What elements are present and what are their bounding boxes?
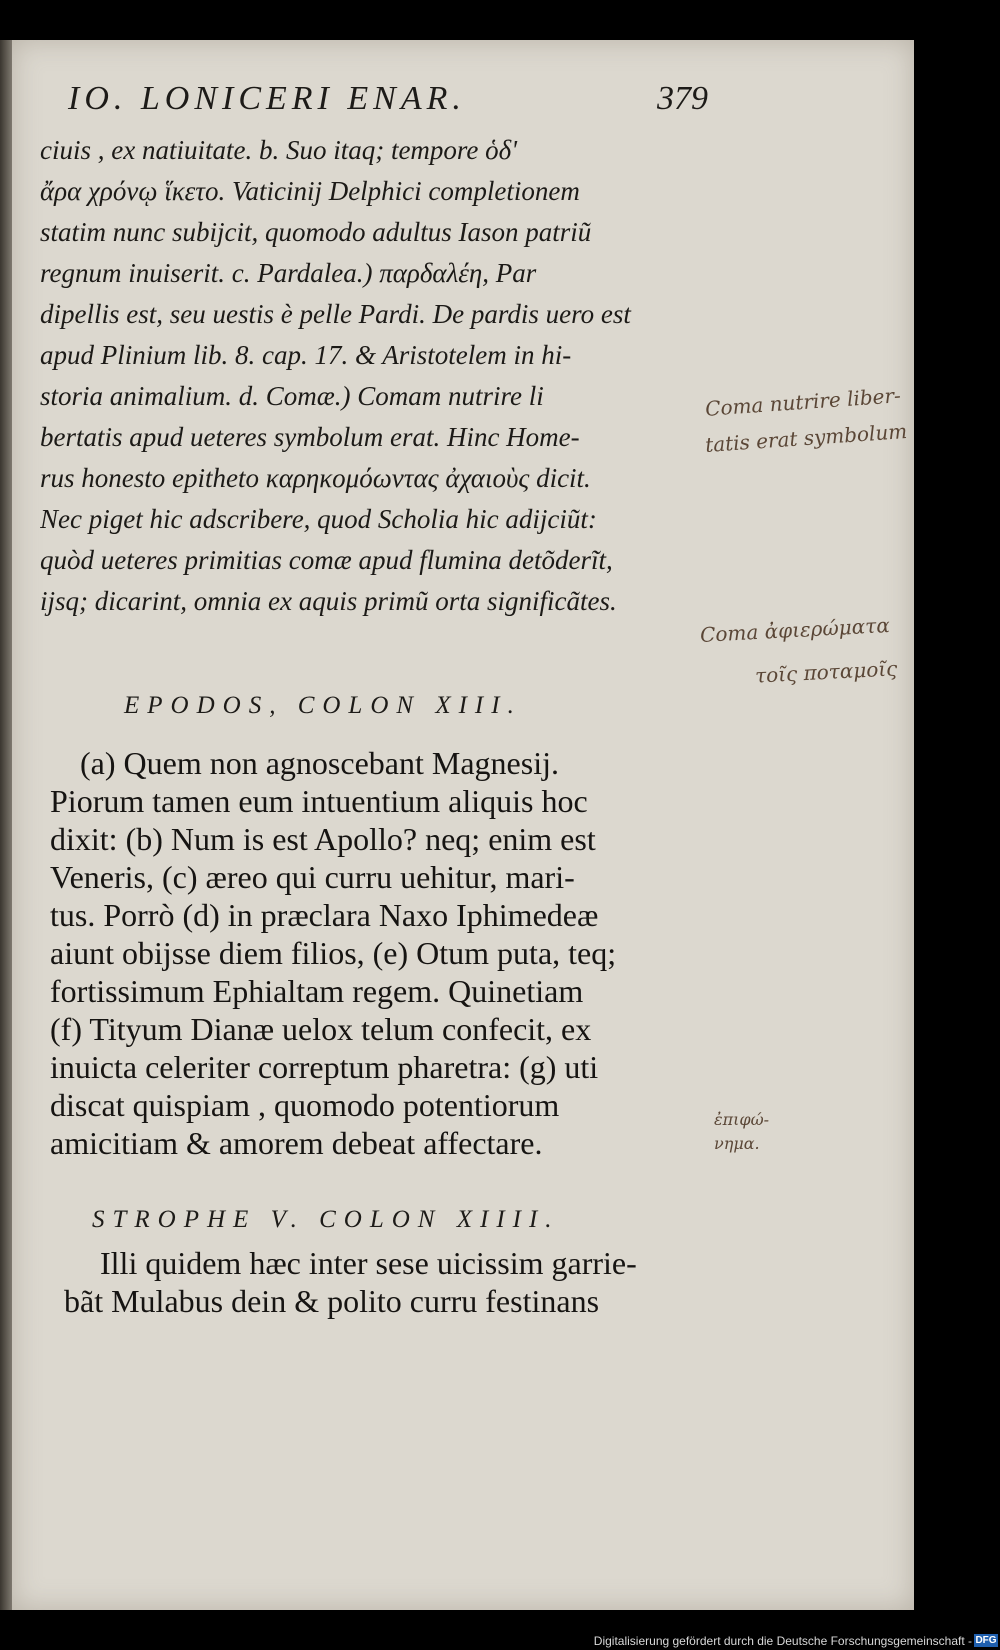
verse-line: Piorum tamen eum intuentium aliquis hoc [50,783,588,819]
verse-line: fortissimum Ephialtam regem. Quinetiam [50,973,584,1009]
verse-line: discat quispiam , quomodo potentiorum [50,1087,560,1123]
margin-note-flumina-line1: Coma ἀφιερώματα [699,613,891,647]
verse-line: inuicta celeriter correptum pharetra: (g) uti [50,1049,599,1085]
commentary-line: bertatis apud ueteres symbolum erat. Hinc Home- [40,422,580,452]
commentary-line: regnum inuiserit. c. Pardalea.) παρδαλέη, Par [40,258,537,288]
dfg-logo: DFG [975,1635,997,1646]
margin-note-coma-line1: Coma nutrire liber- [704,383,902,421]
commentary-line: quòd ueteres primitias comæ apud flumina detõderĩt, [40,545,613,575]
verse-line: dixit: (b) Num is est Apollo? neq; enim est [50,821,596,857]
commentary-line: Nec piget hic adscribere, quod Scholia hic adijciũt: [40,504,597,534]
verse-line: aiunt obijsse diem filios, (e) Otum puta, teq; [50,935,617,971]
margin-note-epiphonema-line2: νημα. [714,1134,760,1153]
verse-line: (a) Quem non agnoscebant Magnesij. [80,745,559,781]
section-heading-strophe: STROPHE V. COLON XIIII. [92,1206,560,1233]
commentary-line: dipellis est, seu uestis è pelle Pardi. De pardis uero est [40,299,631,329]
verse-line: Veneris, (c) æreo qui curru uehitur, mari- [50,859,575,895]
margin-note-flumina-line2: τοῖς ποταμοῖς [754,656,898,688]
commentary-line: statim nunc subijcit, quomodo adultus Iason patriũ [40,217,592,247]
running-header [68,80,708,130]
verse-line: (f) Tityum Dianæ uelox telum confecit, ex [50,1011,592,1047]
commentary-block [40,130,708,622]
commentary-line: rus honesto epitheto καρηκομόωντας ἀχαιοὺς dicit. [40,463,591,493]
margin-note-epiphonema-line1: ἐπιφώ- [714,1110,770,1129]
commentary-line: ἄρα χρόνῳ ἵκετο. Vaticinij Delphici completionem [40,176,580,206]
margin-note-coma-line2: tatis erat symbolum [704,418,908,458]
page-number: 379 [657,80,708,117]
funding-credit: Digitalisierung gefördert durch die Deutsche Forschungsgemeinschaft - [593,1634,972,1648]
verse-line: bãt Mulabus dein & polito curru festinans [64,1283,600,1319]
running-title: IO. LONICERI ENAR. [68,80,466,117]
commentary-line: ciuis , ex natiuitate. b. Suo itaq; tempore ὁδ' [40,135,517,165]
strophe-text-block [50,1244,720,1320]
section-heading-epodos: EPODOS, COLON XIII. [124,692,522,719]
verse-line: tus. Porrò (d) in præclara Naxo Iphimedeæ [50,897,599,933]
epodos-text-block [50,744,720,1162]
verse-line: Illi quidem hæc inter sese uicissim garrie- [100,1245,637,1281]
verse-line: amicitiam & amorem debeat affectare. [50,1125,543,1161]
commentary-line: apud Plinium lib. 8. cap. 17. & Aristotelem in hi- [40,340,572,370]
commentary-line: storia animalium. d. Comæ.) Comam nutrire li [40,381,544,411]
commentary-line: ijsq; dicarint, omnia ex aquis primũ orta significãtes. [40,586,617,616]
